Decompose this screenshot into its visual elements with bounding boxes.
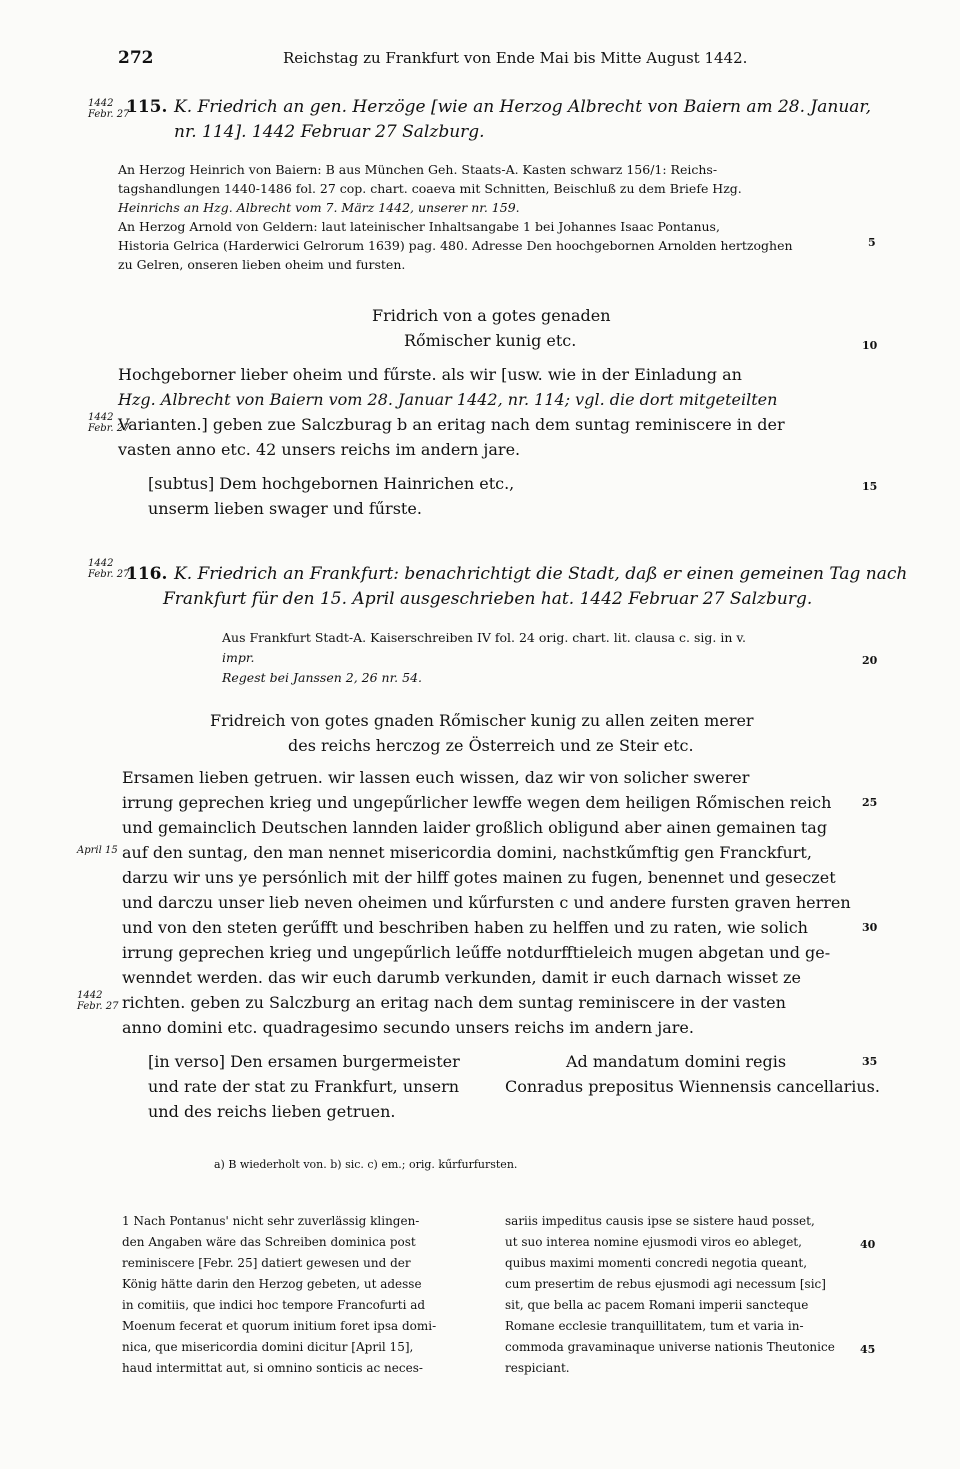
intitulatio-line: Fridreich von gotes gnaden Rőmischer kunig zu allen zeiten merer (210, 711, 754, 730)
margin-date-116b: 1442 Febr. 27 (77, 990, 119, 1012)
footnote-left-line: haud intermittat aut, si omnino sonticis ac neces- (122, 1361, 423, 1375)
source-115-line: An Herzog Heinrich von Baiern: B aus München Geh. Staats-A. Kasten schwarz 156/1: Reichs- (118, 162, 718, 177)
text-115-line: Rőmischer kunig etc. (404, 331, 577, 350)
footnote-left-line: nica, que misericordia domini dicitur [April 15], (122, 1340, 414, 1354)
footnote-right-line: cum presertim de rebus ejusmodi agi necessum [sic] (505, 1277, 826, 1291)
footnote-left-line: in comitiis, que indici hoc tempore Francofurti ad (122, 1298, 426, 1312)
doc-title-115-line1: K. Friedrich an gen. Herzöge [wie an Herzog Albrecht von Baiern am 28. Januar, (174, 97, 872, 117)
margin-date-115: 1442 Febr. 27 (88, 98, 130, 120)
text-115-line: Varianten.] geben zue Salczburag b an eritag nach dem suntag reminiscere in der (118, 415, 785, 434)
footnote-left-line: reminiscere [Febr. 25] datiert gewesen und der (122, 1256, 411, 1270)
line-number: 15 (862, 480, 878, 493)
body-116-line: irrung geprechen krieg und ungepűrlich leűffe notdurfftieleich mugen abgetan und ge- (122, 943, 831, 962)
source-116-line: Aus Frankfurt Stadt-A. Kaiserschreiben IV fol. 24 orig. chart. lit. clausa c. sig. in v. (222, 630, 746, 645)
footnote-right-line: commoda gravaminaque universe nationis Theutonice (505, 1340, 835, 1354)
source-115-line: tagshandlungen 1440-1486 fol. 27 cop. chart. coaeva mit Schnitten, Beischluß zu dem Briefe Hzg. (118, 181, 742, 196)
body-116-line: und darczu unser lieb neven oheimen und kűrfursten c und andere fursten graven herren (122, 893, 851, 912)
footnote-right-line: quibus maximi momenti concredi negotia queant, (505, 1256, 808, 1270)
body-116-line: darzu wir uns ye persónlich mit der hilff gotes mainen zu fugen, benennet und geseczet (122, 868, 836, 887)
line-number: 40 (860, 1238, 876, 1251)
body-116-line: und von den steten gerűfft und beschriben haben zu helffen und zu raten, wie solich (122, 918, 808, 937)
source-116-line: impr. (222, 650, 255, 665)
doc-title-116-line2: Frankfurt für den 15. April ausgeschrieben hat. 1442 Februar 27 Salzburg. (163, 589, 813, 609)
address-116-line: und des reichs lieben getruen. (148, 1102, 396, 1121)
source-115-line: zu Gelren, onseren lieben oheim und fursten. (118, 257, 406, 272)
footnote-left-line: König hätte darin den Herzog gebeten, ut adesse (122, 1277, 422, 1291)
footnote-right-line: Romane ecclesie tranquillitatem, tum et varia in- (505, 1319, 804, 1333)
running-title: Reichstag zu Frankfurt von Ende Mai bis Mitte August 1442. (283, 49, 748, 67)
line-number: 25 (862, 796, 878, 809)
body-116-line: anno domini etc. quadragesimo secundo unsers reichs im andern jare. (122, 1018, 694, 1037)
line-number: 20 (862, 654, 878, 667)
text-115-line: vasten anno etc. 42 unsers reichs im andern jare. (118, 440, 521, 459)
body-116-line: und gemainclich Deutschen lannden laider großlich obligund aber ainen gemainen tag (122, 818, 828, 837)
text-115-line: Fridrich von a gotes genaden (372, 306, 611, 325)
chancery-line: Ad mandatum domini regis (566, 1052, 787, 1071)
intitulatio-line: des reichs herczog ze Österreich und ze Steir etc. (288, 736, 694, 755)
body-116-line: richten. geben zu Salczburg an eritag nach dem suntag reminiscere in der vasten (122, 993, 786, 1012)
footnote-left-line: Moenum fecerat et quorum initium foret ipsa domi- (122, 1319, 437, 1333)
margin-date-april: April 15 (77, 845, 118, 856)
variant-notes: a) B wiederholt von. b) sic. c) em.; orig. kűrfurfursten. (214, 1158, 518, 1171)
doc-title-116-line1: K. Friedrich an Frankfurt: benachrichtigt die Stadt, daß er einen gemeinen Tag nach (174, 564, 908, 584)
address-115-line: unserm lieben swager und fűrste. (148, 499, 422, 518)
source-115-line: Heinrichs an Hzg. Albrecht vom 7. März 1442, unserer nr. 159. (118, 200, 520, 215)
footnote-left-line: den Angaben wäre das Schreiben dominica post (122, 1235, 416, 1249)
text-115-line: Hochgeborner lieber oheim und fűrste. als wir [usw. wie in der Einladung an (118, 365, 742, 384)
text-115-line: Hzg. Albrecht von Baiern vom 28. Januar 1442, nr. 114; vgl. die dort mitgeteilten (118, 390, 778, 409)
body-116-line: Ersamen lieben getruen. wir lassen euch wissen, daz wir von solicher swerer (122, 768, 750, 787)
line-number: 5 (868, 236, 876, 249)
margin-date-115b: 1442 Febr. 27 (88, 412, 130, 434)
footnote-right-line: ut suo interea nomine ejusmodi viros eo ableget, (505, 1235, 802, 1249)
line-number: 35 (862, 1055, 878, 1068)
body-116-line: wenndet werden. das wir euch darumb verkunden, damit ir euch darnach wisset ze (122, 968, 801, 987)
margin-date-116: 1442 Febr. 27 (88, 558, 130, 580)
footnote-right-line: respiciant. (505, 1361, 570, 1375)
body-116-line: auf den suntag, den man nennet misericordia domini, nachstkűmftig gen Franckfurt, (122, 843, 812, 862)
doc-number-116: 116. (126, 564, 168, 584)
chancery-line: Conradus prepositus Wiennensis cancellarius. (505, 1077, 880, 1096)
footnote-right-line: sariis impeditus causis ipse se sistere haud posset, (505, 1214, 815, 1228)
line-number: 10 (862, 339, 878, 352)
address-116-line: [in verso] Den ersamen burgermeister (148, 1052, 460, 1071)
source-115-line: An Herzog Arnold von Geldern: laut lateinischer Inhaltsangabe 1 bei Johannes Isaac Pontanus, (118, 219, 720, 234)
footnote-right-line: sit, que bella ac pacem Romani imperii sancteque (505, 1298, 809, 1312)
doc-number-115: 115. (126, 97, 168, 117)
body-116-line: irrung geprechen krieg und ungepűrlicher lewffe wegen dem heiligen Rőmischen reich (122, 793, 832, 812)
doc-title-115-line2: nr. 114]. 1442 Februar 27 Salzburg. (174, 122, 485, 142)
line-number: 45 (860, 1343, 876, 1356)
footnote-left-line: 1 Nach Pontanus' nicht sehr zuverlässig klingen- (122, 1214, 420, 1228)
address-116-line: und rate der stat zu Frankfurt, unsern (148, 1077, 460, 1096)
line-number: 30 (862, 921, 878, 934)
source-116-line: Regest bei Janssen 2, 26 nr. 54. (222, 670, 423, 685)
page-number: 272 (118, 48, 154, 68)
source-115-line: Historia Gelrica (Harderwici Gelrorum 1639) pag. 480. Adresse Den hoochgebornen Arnolden hertzoghen (118, 238, 793, 253)
address-115-line: [subtus] Dem hochgebornen Hainrichen etc., (148, 474, 515, 493)
